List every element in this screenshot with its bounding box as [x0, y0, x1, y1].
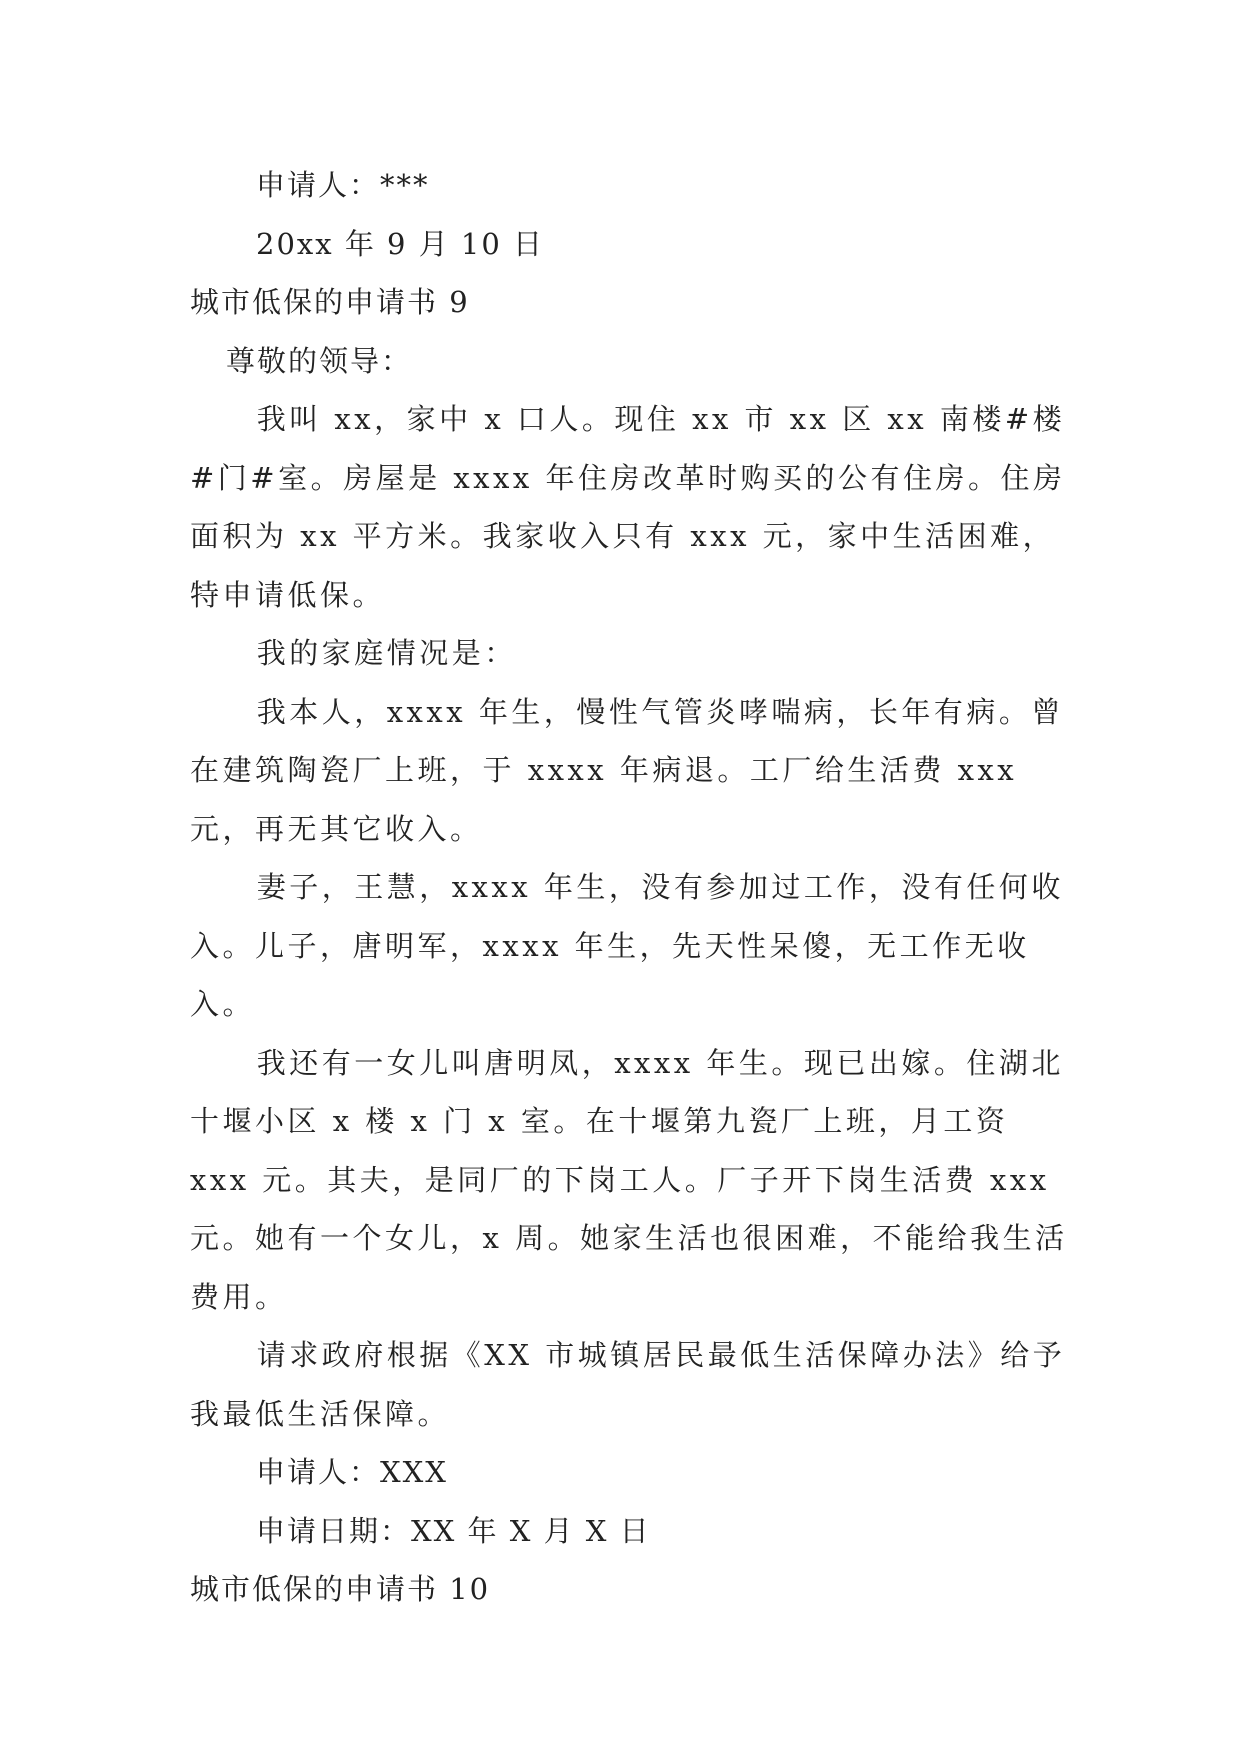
- applicant-signature-top: 申请人：***: [256, 168, 430, 202]
- salutation: 尊敬的领导：: [226, 343, 413, 378]
- date-bottom: 申请日期：XX 年 X 月 X 日: [256, 1513, 651, 1548]
- applicant-signature-bottom: 申请人：XXX: [256, 1455, 448, 1489]
- paragraph-self: 我本人，xxxx 年生，慢性气管炎哮喘病，长年有病。曾在建筑陶瓷厂上班，于 xxxx 年病退。工厂给生活费 xxx 元，再无其它收入。: [190, 694, 1064, 846]
- paragraph-wife-son: 妻子，王慧，xxxx 年生，没有参加过工作，没有任何收入。儿子，唐明军，xxxx 年生，先天性呆傻，无工作无收入。: [190, 870, 1064, 1021]
- paragraph-residence: 我叫 xx，家中 x 口人。现住 xx 市 xx 区 xx 南楼#楼#门#室。房屋是 xxxx 年住房改革时购买的公有住房。住房面积为 xx 平方米。我家收入只有 xxx 元，家中生活困难，特申请低保。: [190, 402, 1066, 612]
- paragraph-daughter: 我还有一女儿叫唐明凤，xxxx 年生。现已出嫁。住湖北十堰小区 x 楼 x 门 x 室。在十堰第九瓷厂上班，月工资 xxx 元。其夫，是同厂的下岗工人。厂子开下岗生活费 xxx 元。她有一个女儿，x 周。她家生活也很困难，不能给我生活费用。: [190, 1045, 1068, 1314]
- date-top: 20xx 年 9 月 10 日: [256, 226, 545, 261]
- document-body: [190, 156, 1070, 1619]
- paragraph-family-intro: 我的家庭情况是：: [256, 636, 517, 670]
- paragraph-request: 请求政府根据《XX 市城镇居民最低生活保障办法》给予我最低生活保障。: [190, 1338, 1066, 1431]
- section-heading-9: 城市低保的申请书 9: [190, 285, 470, 319]
- section-heading-10: 城市低保的申请书 10: [190, 1572, 491, 1606]
